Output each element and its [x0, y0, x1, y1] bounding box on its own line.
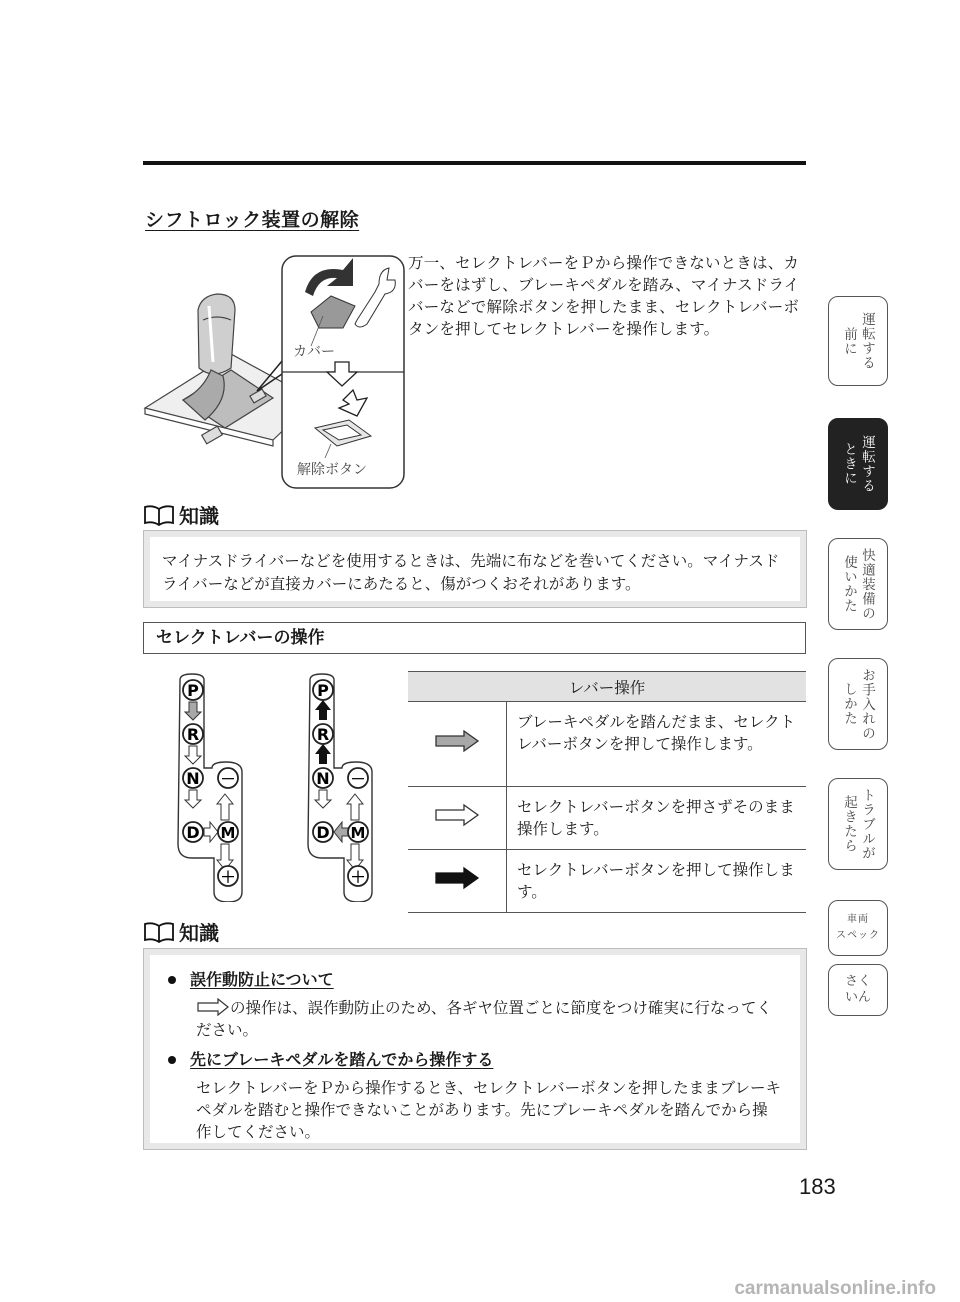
table-row: [408, 850, 806, 913]
section-title-select-lever: セレクトレバーの操作: [143, 622, 806, 654]
shift-lock-illustration: [143, 250, 405, 490]
detail-panel: [282, 256, 404, 488]
page-number: 183: [799, 1174, 836, 1199]
side-tab-before-driving[interactable]: 運転する 前に: [828, 296, 888, 386]
book-icon: [143, 504, 175, 526]
side-tab-while-driving[interactable]: 運転する ときに: [828, 418, 888, 510]
side-tab-comfort-features[interactable]: 快適装備の 使いかた: [828, 538, 888, 630]
table-header: レバー操作: [408, 672, 806, 702]
knowledge-box-2: [143, 948, 807, 1150]
table-text-cell: セレクトレバーボタンを押さずそのまま操作します。: [507, 787, 807, 850]
gate-n-right: N: [316, 769, 330, 788]
table-icon-cell: [408, 850, 507, 913]
gate-r-right: R: [316, 725, 330, 744]
gate-m-left: M: [220, 824, 236, 842]
intro-paragraph: 万一、セレクトレバーをＰから操作できないときは、カバーをはずし、ブレーキペダルを踏み、マイナスドライバーなどで解除ボタンを押したまま、セレクトレバーボタンを押してセレクトレバーを操作します。: [408, 254, 800, 338]
gate-d-left: D: [186, 823, 200, 842]
gate-r-left: R: [186, 725, 200, 744]
knowledge-box-1: [143, 530, 807, 608]
side-tab-troubleshooting[interactable]: トラブルが 起きたら: [828, 778, 888, 870]
shift-gate-left: [178, 674, 242, 902]
watermark: carmanualsonline.info: [734, 1278, 936, 1299]
table-row: [408, 702, 806, 787]
book-icon: [143, 921, 175, 943]
table-row: [408, 787, 806, 850]
shift-gate-right: [308, 674, 372, 902]
knowledge-heading-1: [143, 500, 219, 529]
top-rule: [143, 161, 806, 165]
knowledge-heading-text: 知識: [179, 921, 219, 945]
bullet-dot-icon: [168, 976, 176, 984]
section-title-shift-lock: シフトロック装置の解除: [145, 209, 360, 231]
bullet-heading: 先にブレーキペダルを踏んでから操作する: [168, 1049, 782, 1071]
gray-arrow-icon: [434, 729, 480, 753]
gate-minus-left: －: [220, 770, 236, 788]
gate-plus-left: ＋: [220, 868, 236, 886]
knowledge-heading-2: [143, 917, 219, 946]
side-tab-specifications[interactable]: 車両 スペック: [828, 900, 888, 956]
bullet-dot-icon: [168, 1056, 176, 1064]
knowledge-text-1: マイナスドライバーなどを使用するときは、先端に布などを巻いてください。マイナスドライバーなどが直接カバーにあたると、傷がつくおそれがあります。: [150, 537, 800, 601]
knowledge-heading-text: 知識: [179, 504, 219, 528]
white-arrow-icon: [434, 803, 480, 827]
side-tab-maintenance[interactable]: お手入れの しかた: [828, 658, 888, 750]
white-arrow-icon: [196, 998, 230, 1016]
black-arrow-icon: [434, 866, 480, 890]
gate-minus-right: －: [350, 770, 366, 788]
shift-gate-diagram: [170, 672, 400, 902]
table-icon-cell: [408, 787, 507, 850]
table-text-cell: ブレーキペダルを踏んだまま、セレクトレバーボタンを押して操作します。: [507, 702, 807, 787]
table-icon-cell: [408, 702, 507, 787]
gate-plus-right: ＋: [350, 868, 366, 886]
label-release-button: 解除ボタン: [297, 462, 367, 478]
table-text-cell: セレクトレバーボタンを押して操作します。: [507, 850, 807, 913]
gate-n-left: N: [186, 769, 200, 788]
gate-m-right: M: [350, 824, 366, 842]
gate-p-right: P: [317, 681, 329, 700]
bullet-text: セレクトレバーをＰから操作するとき、セレクトレバーボタンを押したままブレーキペダルを踏むと操作できないことがあります。先にブレーキペダルを踏んでから操作してください。: [196, 1079, 781, 1141]
lever-operation-table: [408, 671, 806, 913]
bullet-heading: 誤作動防止について: [168, 969, 782, 991]
gate-d-right: D: [316, 823, 330, 842]
label-cover: カバー: [293, 344, 335, 360]
gate-p-left: P: [187, 681, 199, 700]
side-tab-index[interactable]: さく いん: [828, 964, 888, 1016]
bullet-text: の操作は、誤作動防止のため、各ギヤ位置ごとに節度をつけ確実に行なってください。: [196, 999, 772, 1039]
